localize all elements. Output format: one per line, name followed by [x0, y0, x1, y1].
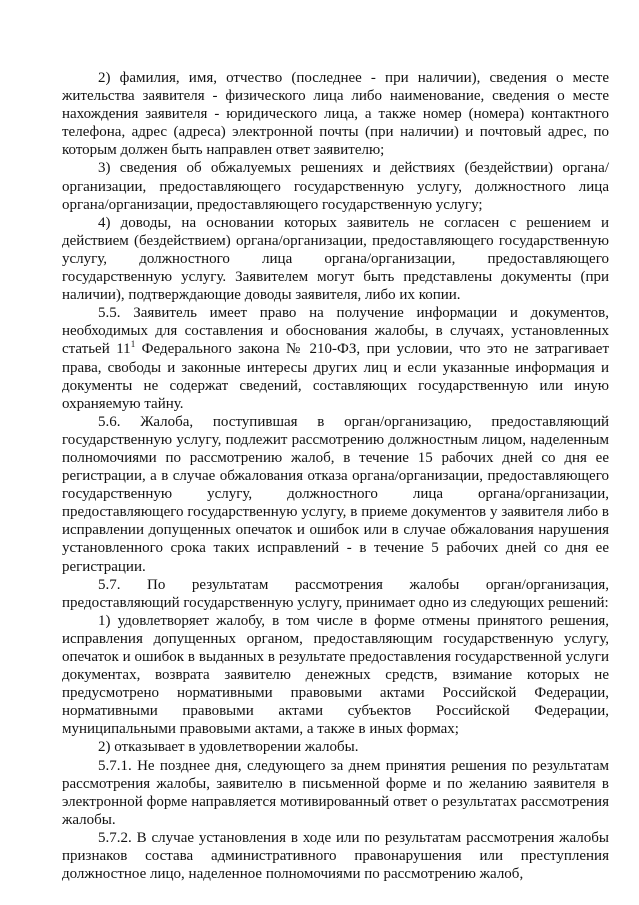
document-page — [62, 69, 609, 883]
paragraph-item-3: 3) сведения об обжалуемых решениях и действиях (бездействии) органа/организации, предоставляющего государственную услугу, должностного лица органа/организации, предоставляющего государственную услугу; — [62, 160, 609, 213]
paragraph-5-7: 5.7. По результатам рассмотрения жалобы орган/организация, предоставляющий государственную услугу, принимает одно из следующих решений: — [62, 576, 609, 611]
paragraph-5-7-1: 5.7.1. Не позднее дня, следующего за днем принятия решения по результатам рассмотрения жалобы, заявителю в письменной форме и по желанию заявителя в электронной форме направляется мотивированный ответ о результатах рассмотрения жалобы. — [62, 757, 609, 828]
paragraph-decision-1: 1) удовлетворяет жалобу, в том числе в форме отмены принятого решения, исправления допущенных органом, предоставляющим государственную услугу, опечаток и ошибок в выданных в результате предоставления государственной услуги документах, возврата заявителю денежных средств, взимание которых не предусмотрено нормативными правовыми актами Российской Федерации, нормативными правовыми актами субъектов Российской Федерации, муниципальными правовыми актами, а также в иных формах; — [62, 612, 609, 738]
footnote-superscript: 1 — [130, 339, 136, 350]
paragraph-5-5 — [62, 304, 609, 413]
paragraph-decision-2: 2) отказывает в удовлетворении жалобы. — [98, 739, 359, 756]
paragraph-5-6: 5.6. Жалоба, поступившая в орган/организацию, предоставляющий государственную услугу, подлежит рассмотрению должностным лицом, наделенным полномочиями по рассмотрению жалоб, в течение 15 рабочих дней со дня ее регистрации, а в случае обжалования отказа органа/организации, предоставляющего государственную услугу, должностного лица органа/организации, предоставляющего государственную услугу, в приеме документов у заявителя либо в исправлении допущенных опечаток и ошибок или в случае обжалования нарушения установленного срока таких исправлений - в течение 5 рабочих дней со дня ее регистрации. — [62, 413, 609, 575]
paragraph-5-5-text-end: Федерального закона № 210-ФЗ, при условии, что это не затрагивает права, свободы и законные интересы других лиц и если указанные информация и документы не содержат сведений, составляющих государственную или иную охраняемую тайну. — [62, 341, 609, 412]
paragraph-item-2: 2) фамилия, имя, отчество (последнее - при наличии), сведения о месте жительства заявителя - физического лица либо наименование, сведения о месте нахождения заявителя - юридического лица, а также номер (номера) контактного телефона, адрес (адреса) электронной почты (при наличии) и почтовый адрес, по которым должен быть направлен ответ заявителю; — [62, 70, 609, 159]
paragraph-item-4: 4) доводы, на основании которых заявитель не согласен с решением и действием (бездействием) органа/организации, предоставляющего государственную услугу, должностного лица органа/организации, предоставляющего государственную услугу. Заявителем могут быть представлены документы (при наличии), подтверждающие доводы заявителя, либо их копии. — [62, 214, 609, 304]
paragraph-5-5-text-start: 5.5. Заявитель имеет право на получение информации и документов, необходимых для составления и обоснования жалобы, в случаях, установленных статьей 11 — [62, 305, 609, 358]
paragraph-5-7-2: 5.7.2. В случае установления в ходе или по результатам рассмотрения жалобы признаков состава административного правонарушения или преступления должностное лицо, наделенное полномочиями по рассмотрению жалоб, — [62, 829, 609, 883]
